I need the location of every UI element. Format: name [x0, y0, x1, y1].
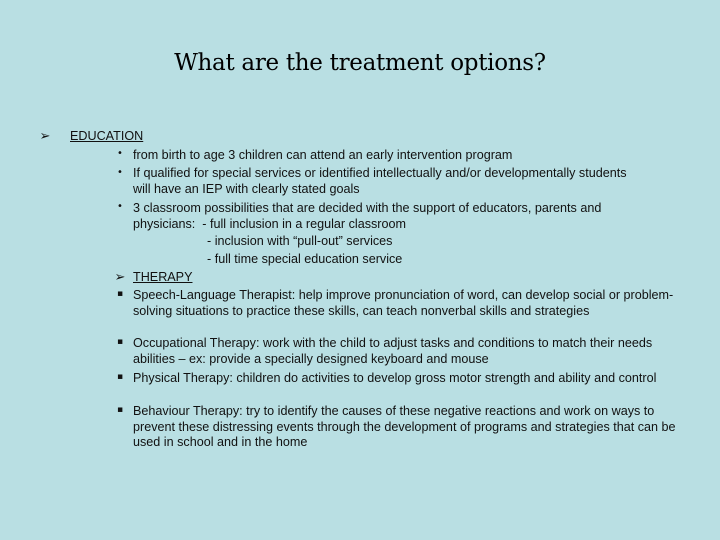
education-sub-item: - full time special education service: [207, 252, 403, 266]
therapy-bullet: Physical Therapy: children do activities to develop gross motor strength and ability and control: [133, 371, 657, 385]
slide-title: What are the treatment options?: [174, 50, 546, 76]
dot-bullet-icon: •: [117, 148, 123, 159]
square-bullet-icon: ▪: [116, 337, 124, 347]
dot-bullet-icon: •: [117, 167, 123, 178]
therapy-bullet: Speech-Language Therapist: help improve pronunciation of word, can develop social or problem-solving situations to practice these skills, can teach nonverbal skills and strategies: [133, 288, 674, 318]
therapy-heading: THERAPY: [133, 270, 193, 284]
education-sub-item: - inclusion with “pull-out” services: [207, 234, 393, 248]
education-bullet: from birth to age 3 children can attend an early intervention program: [133, 148, 513, 162]
dot-bullet-icon: •: [117, 201, 123, 212]
therapy-bullet: Occupational Therapy: work with the child to adjust tasks and conditions to match their needs abilities – ex: provide a specially designed keyboard and mouse: [133, 336, 653, 366]
therapy-bullet: Behaviour Therapy: try to identify the causes of these negative reactions and work on ways to prevent these distressing events through the development of programs and strategies that can be used in school and in the home: [133, 404, 676, 449]
education-bullet: 3 classroom possibilities that are decided with the support of educators, parents and: [133, 201, 602, 215]
square-bullet-icon: ▪: [116, 405, 124, 415]
square-bullet-icon: ▪: [116, 372, 124, 382]
arrow-bullet-icon: ➢: [39, 129, 51, 144]
square-bullet-icon: ▪: [116, 289, 124, 299]
education-bullet: If qualified for special services or identified intellectually and/or developmentally students will have an IEP with clearly stated goals: [133, 166, 627, 196]
arrow-bullet-icon: ➢: [114, 270, 126, 285]
education-bullet-continuation: physicians: - full inclusion in a regular classroom: [133, 217, 406, 231]
education-heading: EDUCATION: [70, 129, 144, 143]
